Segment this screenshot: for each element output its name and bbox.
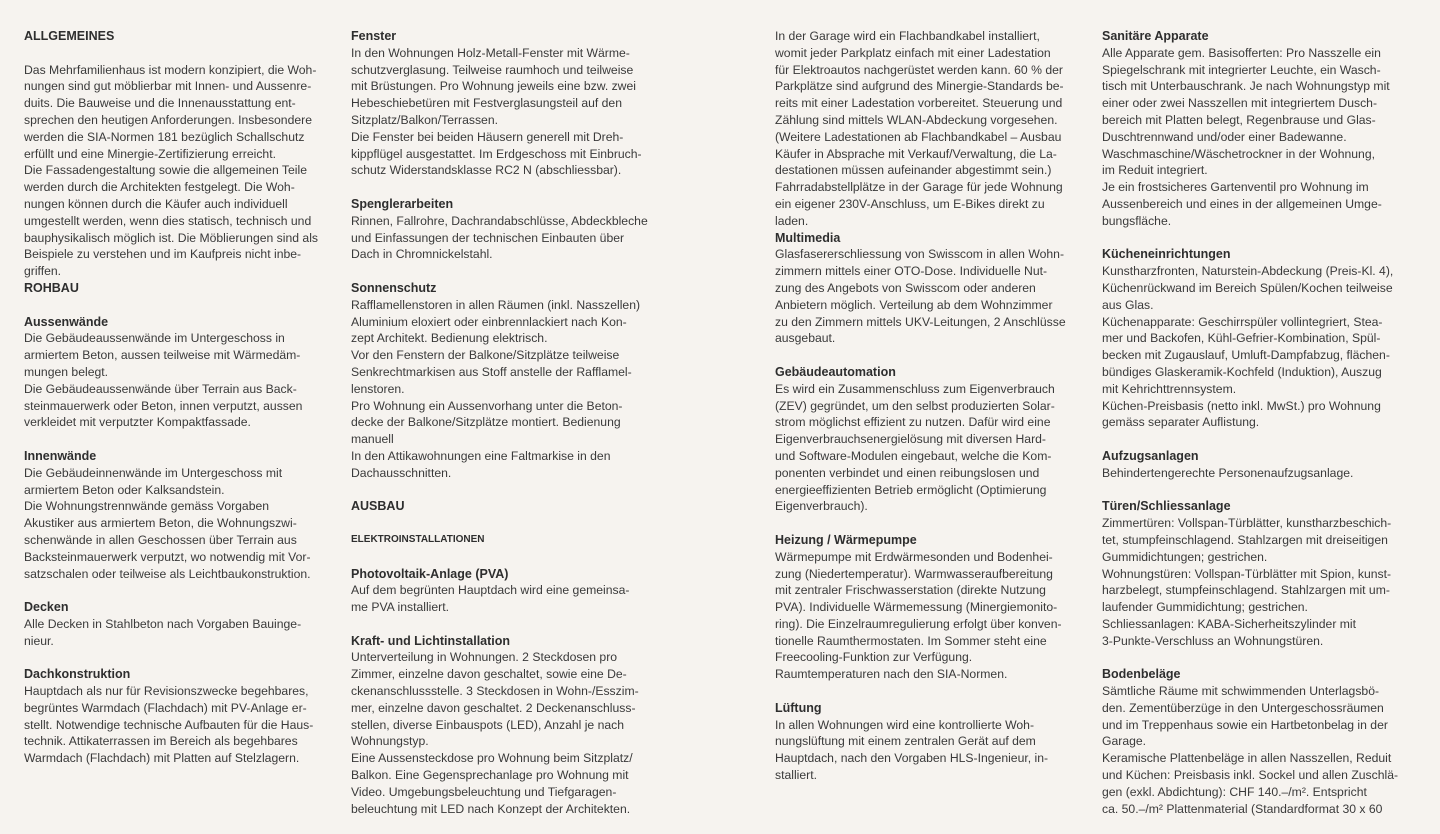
- aussenwaende-text: Die Gebäudeaussenwände im Untergeschoss in armiertem Beton, aussen teilweise mit Wärmedäm- mungen belegt. Die Gebäudeaussenwände über Terrain aus Back- steinmauerwerk oder Beton, innen verputzt, aussen verkleidet mit verputzter Kompaktfassade.: [24, 331, 303, 430]
- dachkonstruktion-text: Hauptdach als nur für Revisionszwecke begehbares, begrüntes Warmdach (Flachdach) mit PV-Anlage er- stellt. Notwendige technische Aufbauten für die Haus- technik. Attikaterrassen im Bereich als begehbares Warmdach (Flachdach) mit Platten auf Stelzlagern.: [24, 684, 314, 766]
- aufzugsanlagen-text: Behindertengerechte Personenaufzugsanlage.: [1102, 465, 1354, 480]
- tueren-schliessanlage-title: Türen/Schliessanlage: [1102, 499, 1231, 514]
- garage-paragraph: In der Garage wird ein Flachbandkabel installiert, womit jeder Parkplatz einfach mit einer Ladestation für Elektroautos nachgerüstet werden kann. 60 % der Parkplätze sind aufgrund des Minergie-Standards be- reits mit einer Ladestation vorbereitet. Steuerung und Zählung sind mittels WLAN-Abdeckung vorgesehen. (Weitere Ladestationen ab Flachbandkabel – Ausbau Käufer in Absprache mit Verkauf/Verwaltung, die La- destationen müssen aufeinander abgestimmt sein.) Fahrradabstellplätze in der Garage für jede Wohnung ein eigener 230V-Anschluss, um E-Bikes direkt zu laden.: [775, 29, 1064, 228]
- photovoltaik-title: Photovoltaik-Anlage (PVA): [351, 566, 509, 581]
- dachkonstruktion-title: Dachkonstruktion: [24, 667, 131, 682]
- section-sanitaere-apparate: [1102, 28, 1408, 230]
- innenwaende-text: Die Gebäudeinnenwände im Untergeschoss mit armiertem Beton oder Kalksandstein. Die Wohnungstrennwände gemäss Vorgaben Akustiker aus armiertem Beton, die Wohnungszwi- schenwände in allen Geschossen über Terrain aus Backsteinmauerwerk verputzt, wo notwendig mit Vor- satzschalen oder teilweise als Leichtbaukonstruktion.: [24, 465, 311, 581]
- section-gebaeudeautomation: [775, 364, 1081, 515]
- column-2: [351, 28, 657, 834]
- sanitaere-apparate-title: Sanitäre Apparate: [1102, 29, 1209, 43]
- section-spenglerarbeiten: [351, 196, 657, 263]
- fenster-title: Fenster: [351, 29, 397, 43]
- allgemeines-paragraph-2: Die Fassadengestaltung sowie die allgemeinen Teile werden durch die Architekten festgelegt. Die Woh- nungen können durch die Käufer auch individuell umgestellt werden, wenn dies statisch, technisch und bauphysikalisch möglich ist. Die Möblierungen sind als Beispiele zu verstehen und im Kaufpreis nicht inbe- griffen.: [24, 163, 318, 279]
- sanitaere-apparate-text: Alle Apparate gem. Basisofferten: Pro Nasszelle ein Spiegelschrank mit integrierter Leuchte, ein Wasch- tisch mit Unterbauschrank. Je nach Wohnungstyp mit einer oder zwei Nasszellen mit integriertem Dusch- bereich mit Platten belegt, Regenbrause und Glas- Duschtrennwand und/oder einer Badewanne. Waschmaschine/Wäschetrockner in der Wohnung, im Reduit integriert. Je ein frostsicheres Gartenventil pro Wohnung im Aussenbereich und eines in der allgemeinen Umge- bungsfläche.: [1102, 45, 1390, 228]
- heizung-text: Wärmepumpe mit Erdwärmesonden und Bodenhei- zung (Niedertemperatur). Warmwasseraufbereitung mit zentraler Frischwasserstation (direkte Nutzung PVA). Individuelle Wärmemessung (Minergiemonito- ring). Die Einzelraumregulierung erfolgt über konven- tionelle Raumthermostaten. Im Sommer steht eine Freecooling-Funktion zur Verfügung. Raumtemperaturen nach den SIA-Normen.: [775, 549, 1062, 682]
- section-dachkonstruktion: [24, 666, 330, 767]
- allgemeines-paragraph-1: Das Mehrfamilienhaus ist modern konzipiert, die Woh- nungen sind gut möblierbar mit Innen- und Aussenre- duits. Die Bauweise und die Innenausstattung ent- sprechen den heutigen Anforderungen. Insbesondere werden die SIA-Normen 181 bezüglich Schallschutz erfüllt und eine Minergie-Zertifizierung erreicht.: [24, 62, 317, 161]
- column-1: [24, 28, 330, 784]
- column-4: [1102, 28, 1408, 834]
- lueftung-title: Lüftung: [775, 700, 822, 715]
- gebaeudeautomation-title: Gebäudeautomation: [775, 364, 896, 379]
- multimedia-title: Multimedia: [775, 230, 841, 245]
- section-fenster: [351, 28, 657, 179]
- gebaeudeautomation-text: Es wird ein Zusammenschluss zum Eigenverbrauch (ZEV) gegründet, um den selbst produzierten Solar- strom möglichst effizient zu nutzen. Dafür wird eine Eigenverbrauchsenergielösung mit diversen Hard- und Software-Modulen eingebaut, welche die Kom- ponenten verbindet und einen reibungslosen und energieeffizienten Betrieb ermöglicht (Optimierung Eigenverbrauch).: [775, 381, 1055, 514]
- section-multimedia: [775, 230, 1081, 348]
- heading-elektroinstallationen: ELEKTROINSTALLATIONEN: [351, 533, 485, 545]
- kraft-licht-title: Kraft- und Lichtinstallation: [351, 633, 511, 648]
- multimedia-text: Glasfasererschliessung von Swisscom in allen Wohn- zimmern mittels einer OTO-Dose. Individuelle Nut- zung des Angebots von Swisscom oder anderen Anbietern möglich. Verteilung ab dem Wohnzimmer zu den Zimmern mittels UKV-Leitungen, 2 Anschlüsse ausgebaut.: [775, 247, 1066, 346]
- tueren-schliessanlage-text: Zimmertüren: Vollspan-Türblätter, kunstharzbeschich- tet, stumpfeinschlagend. Stahlzargen mit dreiseitigen Gummidichtungen; gestrichen. Wohnungstüren: Vollspan-Türblätter mit Spion, kunst- harzbelegt, stumpfeinschlagend. Stahlzargen mit um- laufender Gummidichtung; gestrichen. Schliessanlagen: KABA-Sicherheitszylinder mit 3-Punkte-Verschluss an Wohnungstüren.: [1102, 516, 1392, 648]
- kraft-licht-text: Unterverteilung in Wohnungen. 2 Steckdosen pro Zimmer, einzelne davon geschaltet, sowie eine De- ckenanschlussstelle. 3 Steckdosen in Wohn-/Esszim- mer, einzelne davon geschaltet. 2 Deckenanschluss- stellen, diverse Einbauspots (LED), Anzahl je nach Wohnungstyp. Eine Aussensteckdose pro Wohnung beim Sitzplatz/ Balkon. Eine Gegensprechanlage pro Wohnung mit Video. Umgebungsbeleuchtung und Tiefgaragen- beleuchtung mit LED nach Konzept der Architekten.: [351, 650, 639, 816]
- decken-text: Alle Decken in Stahlbeton nach Vorgaben Bauinge- nieur.: [24, 616, 302, 648]
- kuecheneinrichtungen-title: Kücheneinrichtungen: [1102, 247, 1231, 262]
- section-decken: [24, 599, 330, 649]
- section-bodenbelaege: [1102, 666, 1408, 817]
- section-sonnenschutz: [351, 280, 657, 482]
- aufzugsanlagen-title: Aufzugsanlagen: [1102, 448, 1199, 463]
- section-tueren-schliessanlage: [1102, 498, 1408, 649]
- sonnenschutz-text: Rafflamellenstoren in allen Räumen (inkl. Nasszellen) Aluminium eloxiert oder einbrennlackiert nach Kon- zept Architekt. Bedienung elektrisch. Vor den Fenstern der Balkone/Sitzplätze teilweise Senkrechtmarkisen aus Stoff anstelle der Rafflamel- lenstoren. Pro Wohnung ein Aussenvorhang unter die Beton- decke der Balkone/Sitzplätze montiert. Bedienung manuell In den Attikawohnungen eine Faltmarkise in den Dachausschnitten.: [351, 297, 641, 480]
- innenwaende-title: Innenwände: [24, 448, 97, 463]
- column-3: [775, 28, 1081, 801]
- lueftung-text: In allen Wohnungen wird eine kontrollierte Woh- nungslüftung mit einem zentralen Gerät auf dem Hauptdach, nach den Vorgaben HLS-Ingenieur, in- stalliert.: [775, 717, 1049, 783]
- section-aussenwaende: [24, 314, 330, 432]
- spenglerarbeiten-text: Rinnen, Fallrohre, Dachrandabschlüsse, Abdeckbleche und Einfassungen der technischen Einbauten über Dach in Chromnickelstahl.: [351, 213, 648, 262]
- sonnenschutz-title: Sonnenschutz: [351, 280, 437, 295]
- section-aufzugsanlagen: [1102, 448, 1408, 482]
- section-innenwaende: [24, 448, 330, 582]
- heizung-title: Heizung / Wärmepumpe: [775, 532, 917, 547]
- kuecheneinrichtungen-text: Kunstharzfronten, Naturstein-Abdeckung (Preis-Kl. 4), Küchenrückwand im Bereich Spülen/Kochen teilweise aus Glas. Küchenapparate: Geschirrspüler vollintegriert, Stea- mer und Backofen, Kühl-Gefrier-Kombination, Spül- becken mit Zugauslauf, Umluft-Dampfabzug, flächen- bündiges Glaskeramik-Kochfeld (Induktion), Auszug mit Kehrichttrennsystem. Küchen-Preisbasis (netto inkl. MwSt.) pro Wohnung gemäss separater Auflistung.: [1102, 264, 1394, 430]
- heading-allgemeines: ALLGEMEINES: [24, 29, 115, 43]
- decken-title: Decken: [24, 600, 69, 615]
- heading-ausbau: AUSBAU: [351, 499, 405, 514]
- section-heizung: [775, 532, 1081, 683]
- bodenbelaege-text: Sämtliche Räume mit schwimmenden Unterlagsbö- den. Zementüberzüge in den Untergeschossräumen und im Treppenhaus sowie ein Hartbetonbelag in der Garage. Keramische Plattenbeläge in allen Nasszellen, Reduit und Küchen: Preisbasis inkl. Sockel und allen Zuschlä- gen (exkl. Abdichtung): CHF 140.–/m². Entspricht ca. 50.–/m² Plattenmaterial (Standardformat 30 x 60: [1102, 684, 1399, 816]
- section-kuecheneinrichtungen: [1102, 246, 1408, 431]
- bodenbelaege-title: Bodenbeläge: [1102, 667, 1181, 682]
- spenglerarbeiten-title: Spenglerarbeiten: [351, 196, 454, 211]
- photovoltaik-text: Auf dem begrünten Hauptdach wird eine gemeinsa- me PVA installiert.: [351, 583, 630, 615]
- section-photovoltaik: [351, 566, 657, 616]
- section-lueftung: [775, 700, 1081, 784]
- fenster-text: In den Wohnungen Holz-Metall-Fenster mit Wärme- schutzverglasung. Teilweise raumhoch und teilweise mit Brüstungen. Pro Wohnung jeweils eine bzw. zwei Hebeschiebetüren mit Festverglasungsteil auf den Sitzplatz/Balkon/Terrassen. Die Fenster bei beiden Häusern generell mit Dreh- kippflügel ausgestattet. Im Erdgeschoss mit Einbruch- schutz Widerstandsklasse RC2 N (abschliessbar).: [351, 45, 642, 178]
- aussenwaende-title: Aussenwände: [24, 314, 109, 329]
- section-kraft-licht: [351, 633, 657, 818]
- heading-rohbau: ROHBAU: [24, 280, 79, 295]
